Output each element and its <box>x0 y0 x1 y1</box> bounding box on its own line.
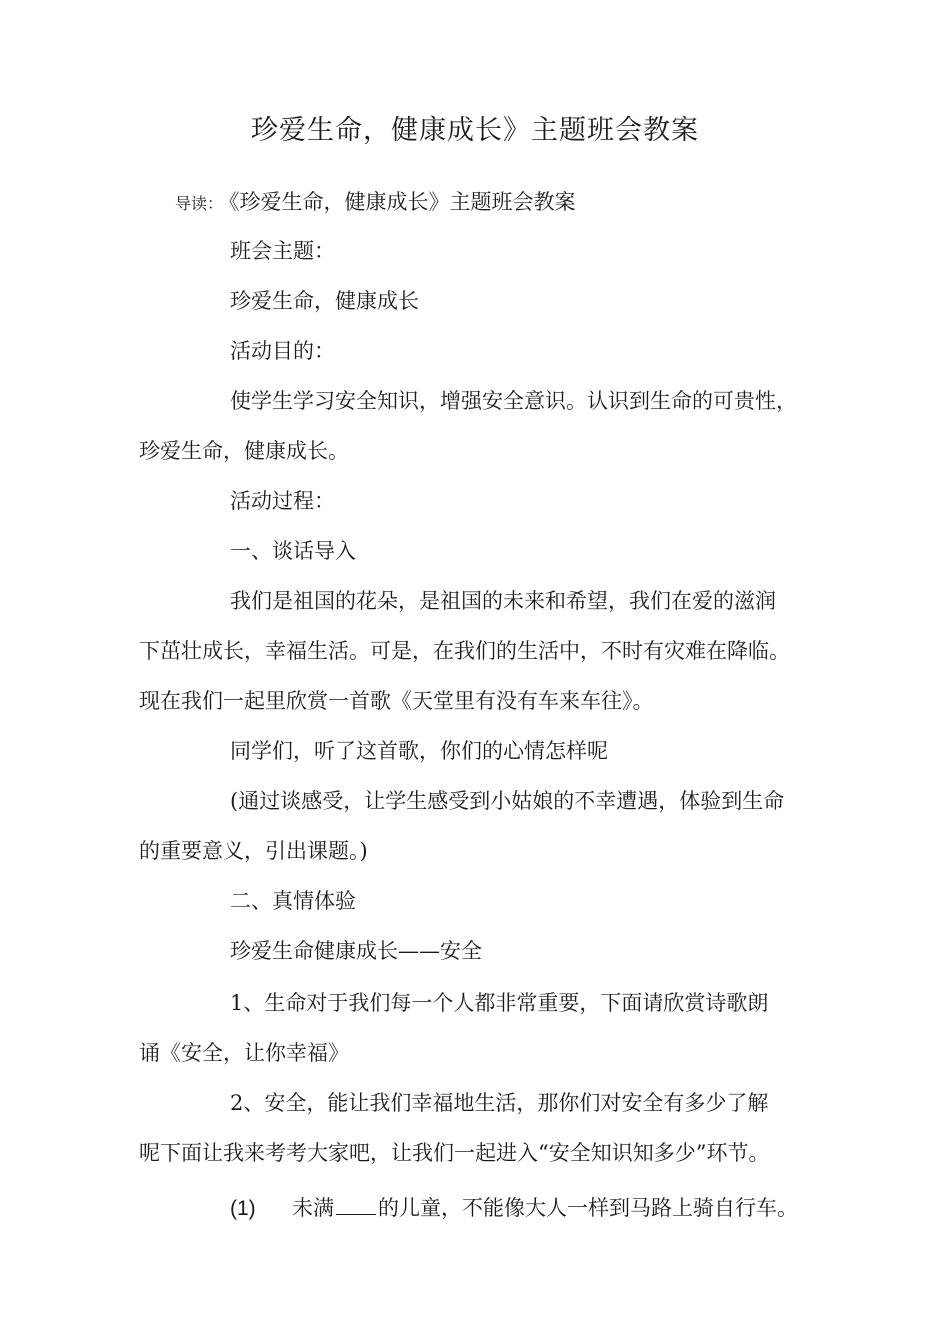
theme-heading: 班会主题： <box>230 239 335 263</box>
section-heading: 一、谈话导入 <box>230 539 356 563</box>
paragraph-line: 1、生命对于我们每一个人都非常重要，下面请欣赏诗歌朗 <box>230 991 769 1015</box>
fill-in-blank <box>336 1192 376 1215</box>
question-text-pre: 未满 <box>292 1196 334 1220</box>
paragraph-line: 使学生学习安全知识，增强安全意识。认识到生命的可贵性， <box>230 389 797 413</box>
sub-heading: 珍爱生命健康成长——安全 <box>230 939 482 963</box>
process-heading: 活动过程： <box>230 489 335 513</box>
paragraph-line: 诵《安全，让你幸福》 <box>139 1041 349 1065</box>
theme-text: 珍爱生命，健康成长 <box>230 289 419 313</box>
paragraph-line: 下茁壮成长，幸福生活。可是，在我们的生活中，不时有灾难在降临。 <box>139 639 790 663</box>
paragraph-line: 2、安全，能让我们幸福地生活，那你们对安全有多少了解 <box>230 1091 769 1115</box>
paragraph-line: 珍爱生命，健康成长。 <box>139 439 349 463</box>
paragraph-line: 呢下面让我来考考大家吧，让我们一起进入“安全知识知多少”环节。 <box>139 1141 770 1165</box>
lead-label: 导读： <box>175 194 224 213</box>
paragraph-line: (通过谈感受，让学生感受到小姑娘的不幸遭遇，体验到生命 <box>230 789 785 813</box>
question-text-post: 的儿童，不能像大人一样到马路上骑自行车。 <box>378 1196 798 1220</box>
paragraph-line: 现在我们一起里欣赏一首歌《天堂里有没有车来车往》。 <box>139 689 654 713</box>
goal-heading: 活动目的： <box>230 339 335 363</box>
section-heading: 二、真情体验 <box>230 889 356 913</box>
paragraph-line: 同学们，听了这首歌，你们的心情怎样呢 <box>230 739 608 763</box>
lead-text: 《珍爱生命，健康成长》主题班会教案 <box>229 190 576 214</box>
question-number: (1) <box>230 1197 256 1220</box>
paragraph-line: 的重要意义，引出课题。) <box>139 839 368 863</box>
lead-line <box>175 186 576 216</box>
paragraph-line: 我们是祖国的花朵，是祖国的未来和希望，我们在爱的滋润 <box>230 589 776 613</box>
question-line <box>230 1192 798 1224</box>
document-title: 珍爱生命，健康成长》主题班会教案 <box>251 115 699 146</box>
